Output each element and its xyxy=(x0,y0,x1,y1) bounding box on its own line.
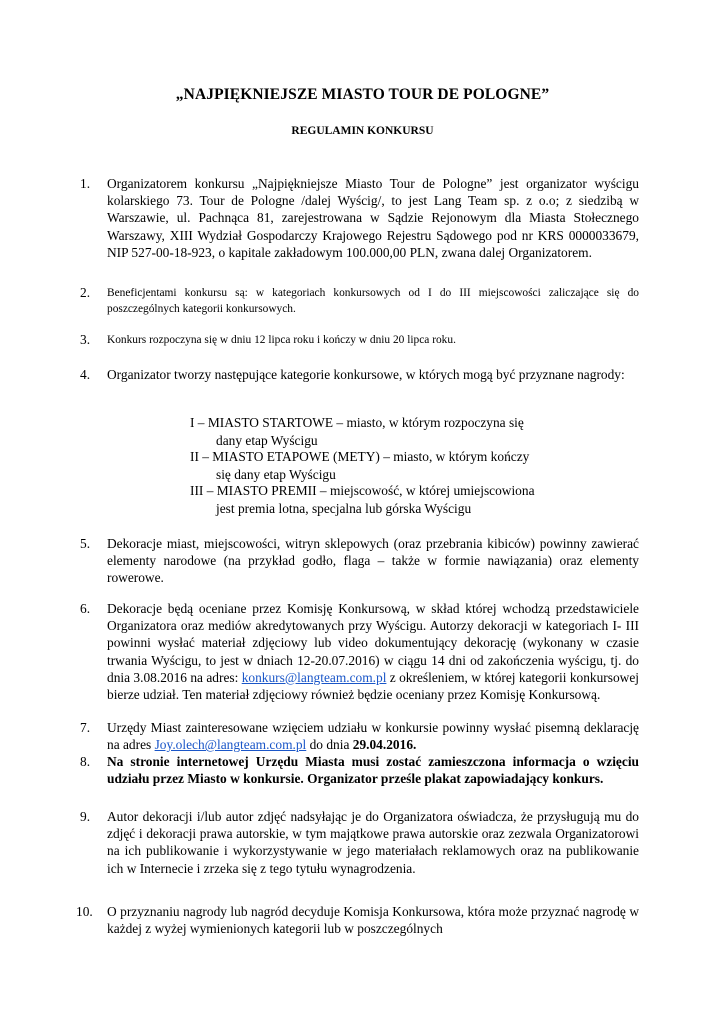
item-text: Organizatorem konkursu „Najpiękniejsze Miasto Tour de Pologne” jest organizator wyścigu kolarskiego 73. Tour de Pologne /dalej Wyścig/, to jest Lang Team sp. z o.o; z siedzibą w Warszawie, ul. Pachnąca 81, zarejestrowana w Sądzie Rejonowym dla Miasta Stołecznego Warszawy, XIII Wydział Gospodarczy Krajowego Rejestru Sądowego pod nr KRS 0000033679, NIP 527-00-18-923, o kapitale zakładowym 100.000,00 PLN, zwana dalej Organizatorem. xyxy=(107,176,639,260)
list-item xyxy=(76,903,639,937)
category-title: I – MIASTO STARTOWE – miasto, w którym rozpoczyna się xyxy=(190,415,524,430)
document-title: „NAJPIĘKNIEJSZE MIASTO TOUR DE POLOGNE” xyxy=(175,86,550,103)
list-item xyxy=(80,175,639,261)
category-item xyxy=(190,448,590,484)
item-text xyxy=(107,719,639,753)
list-item xyxy=(80,535,639,587)
category-title: II – MIASTO ETAPOWE (METY) – miasto, w którym kończy xyxy=(190,449,530,464)
item-number: 4. xyxy=(80,367,91,382)
deadline-date: 29.04.2016. xyxy=(352,737,417,753)
item-text: Konkurs rozpoczyna się w dniu 12 lipca roku i kończy w dniu 20 lipca roku. xyxy=(107,334,456,346)
item-text-part: z określeniem, w której kategorii konkursowej bierze udział. Ten materiał zdjęciowy również będzie oceniany przez Komisję Konkursową. xyxy=(107,669,639,703)
category-item xyxy=(190,482,590,518)
item-number: 1. xyxy=(80,176,91,191)
email-link-konkurs[interactable]: konkurs@langteam.com.pl xyxy=(241,669,387,685)
category-title: III – MIASTO PREMII – miejscowość, w której umiejscowiona xyxy=(190,483,535,498)
item-text-part: do dnia xyxy=(306,737,353,753)
item-text: Autor dekoracji i/lub autor zdjęć nadsyłając je do Organizatora oświadcza, że przysługują mu do zdjęć i dekoracji prawa autorskie, w tym majątkowe prawa autorskie oraz zezwala Organizatorowi na ich publikowanie i wykorzystywanie w jego materiałach reklamowych oraz na publikowanie ich w Internecie i zrzeka się z tego tytułu wynagrodzenia. xyxy=(107,809,639,876)
item-number: 7. xyxy=(80,720,91,735)
category-item xyxy=(190,414,590,450)
item-number: 9. xyxy=(80,809,91,824)
item-number: 5. xyxy=(80,536,91,551)
item-text: O przyznaniu nagrody lub nagród decyduje Komisja Konkursowa, która może przyznać nagrodę w każdej z wyżej wymienionych kategorii lub w poszczególnych xyxy=(107,904,639,937)
item-text xyxy=(107,600,639,703)
item-number: 3. xyxy=(80,332,91,347)
email-link-joy[interactable]: Joy.olech@langteam.com.pl xyxy=(154,737,307,753)
item-number: 8. xyxy=(80,754,91,769)
category-description: jest premia lotna, specjalna lub górska Wyścigu xyxy=(216,501,472,516)
item-number: 10. xyxy=(76,904,93,919)
item-number: 2. xyxy=(80,285,91,300)
item-text: Dekoracje miast, miejscowości, witryn sklepowych (oraz przebrania kibiców) powinny zawierać elementy narodowe (na przykład godło, flaga – także w formie nawiązania) oraz elementy rowerowe. xyxy=(107,536,639,586)
category-description: się dany etap Wyścigu xyxy=(216,467,336,482)
list-item xyxy=(80,332,639,348)
item-text: Beneficjentami konkursu są: w kategoriach konkursowych od I do III miejscowości zaliczające się do poszczególnych kategorii konkursowych. xyxy=(107,287,639,315)
item-text-part: Dekoracje będą oceniane przez Komisję Konkursową, w skład której wchodzą przedstawiciele Organizatora oraz mediów akredytowanych przy Wyścigu. Autorzy dekoracji w kategoriach I- III powinni wysłać materiał zdjęciowy lub video dokumentujący dekorację (wykonany w czasie trwania Wyścigu, to jest w dniach 12-20.07.2016) w ciągu 14 dni od zakończenia wyścigu, tj. do dnia 3.08.2016 na adres: xyxy=(107,601,639,685)
list-item xyxy=(80,719,639,753)
list-item xyxy=(80,753,639,787)
item-text: Organizator tworzy następujące kategorie konkursowe, w których mogą być przyznane nagrody: xyxy=(107,367,625,382)
item-text-part: Urzędy Miast zainteresowane wzięciem udziału w konkursie powinny wysłać pisemną deklarację na adres xyxy=(107,720,639,753)
document-subtitle: REGULAMIN KONKURSU xyxy=(291,125,434,137)
list-item xyxy=(80,366,639,383)
list-item xyxy=(80,600,639,703)
list-item xyxy=(80,285,639,317)
item-number: 6. xyxy=(80,601,91,616)
list-item xyxy=(80,808,639,877)
item-text: Na stronie internetowej Urzędu Miasta musi zostać zamieszczona informacja o wzięciu udziału przez Miasto w konkursie. Organizator prześle plakat zapowiadający konkurs. xyxy=(107,754,639,787)
category-description: dany etap Wyścigu xyxy=(216,433,318,448)
